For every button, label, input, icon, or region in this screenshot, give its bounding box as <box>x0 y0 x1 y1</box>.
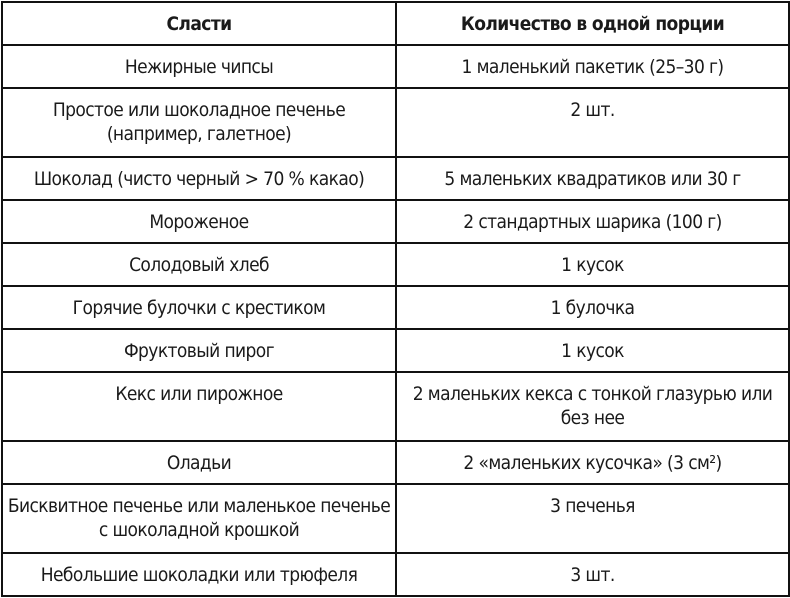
table-row <box>2 286 789 329</box>
cell-sweet: Шоколад (чисто черный > 70 % какао) <box>2 157 396 200</box>
cell-portion: 5 маленьких квадратиков или 30 г <box>396 157 789 200</box>
cell-sweet: Фруктовый пирог <box>2 329 396 372</box>
cell-portion: 1 кусок <box>396 329 789 372</box>
cell-portion: 3 шт. <box>396 553 789 596</box>
cell-sweet: Простое или шоколадное печенье (например, галетное) <box>2 88 396 157</box>
table-row <box>2 200 789 243</box>
cell-portion: 2 шт. <box>396 88 789 157</box>
cell-portion: 2 «маленьких кусочка» (3 см²) <box>396 441 789 484</box>
column-header-sweets: Сласти <box>2 2 396 45</box>
table-row <box>2 329 789 372</box>
cell-sweet: Нежирные чипсы <box>2 45 396 88</box>
cell-portion: 3 печенья <box>396 484 789 553</box>
table-row <box>2 157 789 200</box>
table-row <box>2 88 789 157</box>
cell-portion: 1 маленький пакетик (25–30 г) <box>396 45 789 88</box>
cell-sweet: Солодовый хлеб <box>2 243 396 286</box>
cell-sweet: Бисквитное печенье или маленькое печенье с шоколадной крошкой <box>2 484 396 553</box>
table-row <box>2 243 789 286</box>
table-row <box>2 45 789 88</box>
table-row <box>2 553 789 596</box>
cell-sweet: Кекс или пирожное <box>2 372 396 441</box>
cell-sweet: Небольшие шоколадки или трюфеля <box>2 553 396 596</box>
column-header-portion: Количество в одной порции <box>396 2 789 45</box>
cell-sweet: Оладьи <box>2 441 396 484</box>
sweets-portion-table <box>1 1 790 597</box>
cell-portion: 2 маленьких кекса с тонкой глазурью или без нее <box>396 372 789 441</box>
cell-portion: 2 стандартных шарика (100 г) <box>396 200 789 243</box>
cell-portion: 1 кусок <box>396 243 789 286</box>
table-row <box>2 484 789 553</box>
table-row <box>2 441 789 484</box>
cell-sweet: Горячие булочки с крестиком <box>2 286 396 329</box>
cell-portion: 1 булочка <box>396 286 789 329</box>
cell-sweet: Мороженое <box>2 200 396 243</box>
table-row <box>2 372 789 441</box>
table-header-row <box>2 2 789 45</box>
